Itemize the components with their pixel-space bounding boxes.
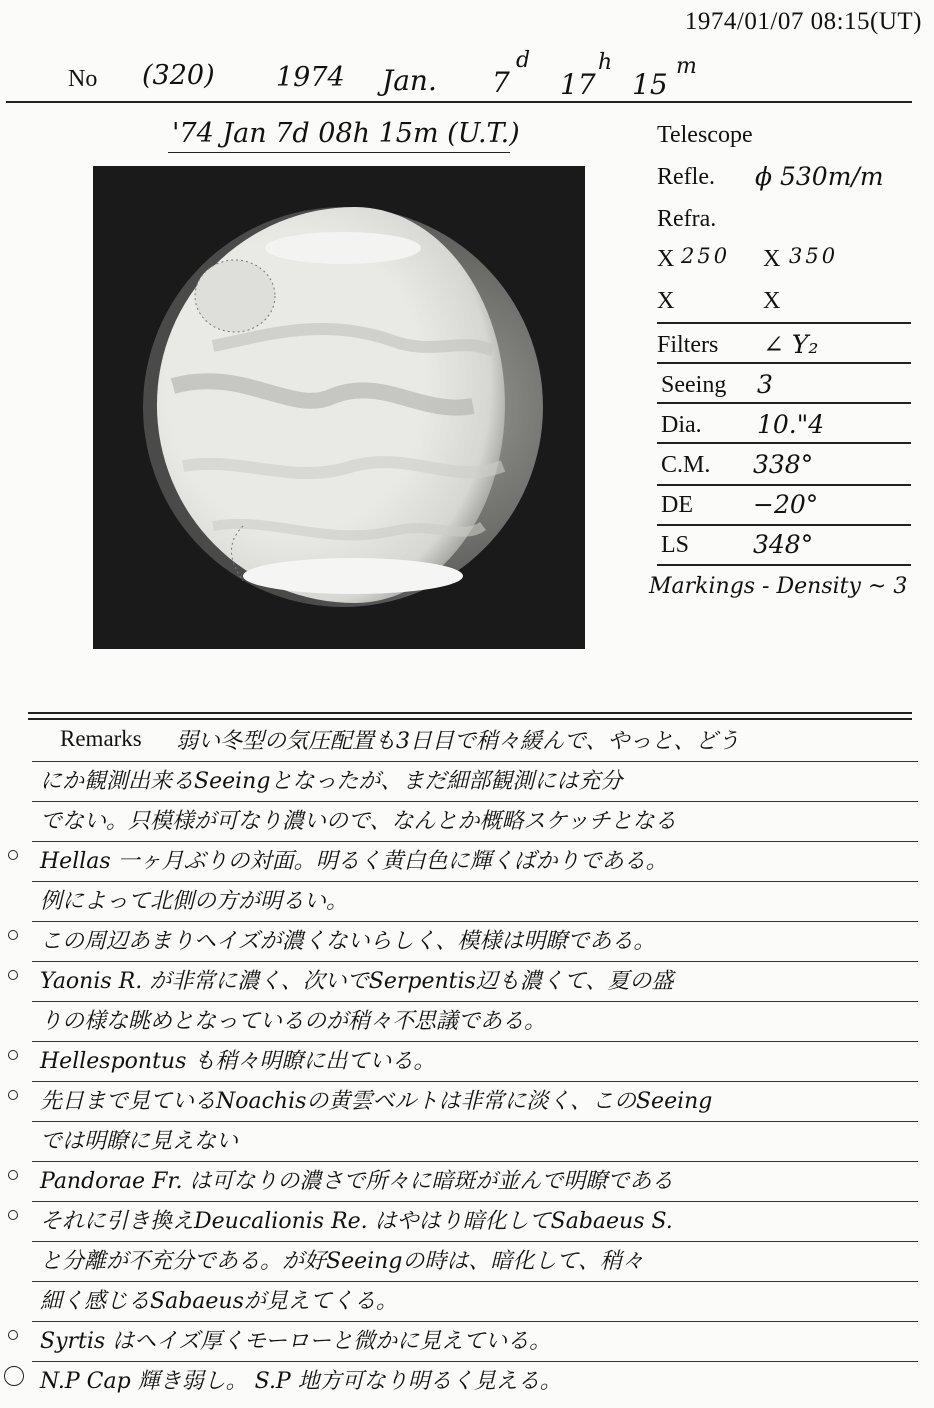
remarks-text: それに引き換えDeucalionis Re. はやはり暗化してSabaeus S. xyxy=(40,1209,673,1234)
hour-unit: h xyxy=(598,50,613,75)
timestamp-stamp: 1974/01/07 08:15(UT) xyxy=(684,8,922,35)
remarks-text: Hellas 一ヶ月ぶりの対面。明るく黄白色に輝くばかりである。 xyxy=(40,849,668,874)
remarks-line xyxy=(0,1282,934,1322)
mag3-label: X xyxy=(657,288,675,314)
de-label: DE xyxy=(661,492,693,518)
remarks-line xyxy=(0,1202,934,1242)
remarks-line xyxy=(0,1002,934,1042)
table-rule xyxy=(657,442,911,444)
day-unit: d xyxy=(516,48,531,73)
remarks-text: 例によって北側の方が明るい。 xyxy=(40,889,349,914)
remarks-line xyxy=(0,722,934,762)
remarks-text: 細く感じるSabaeusが見えてくる。 xyxy=(40,1289,398,1314)
telescope-title: Telescope xyxy=(657,122,753,148)
month: Jan. xyxy=(382,64,437,97)
remarks-line xyxy=(0,1242,934,1282)
no-label: No xyxy=(68,66,98,92)
bullet-icon xyxy=(8,970,18,980)
mag1-value: 250 xyxy=(681,244,731,268)
hour: 17 xyxy=(560,68,596,101)
bullet-icon xyxy=(8,850,18,860)
bullet-icon xyxy=(8,930,18,940)
refle-label: Refle. xyxy=(657,164,715,190)
remarks-rule-top2 xyxy=(28,718,912,720)
day: 7 xyxy=(492,66,510,99)
dia-value: 10."4 xyxy=(757,410,825,439)
observation-header xyxy=(0,48,934,104)
ls-value: 348° xyxy=(753,530,814,559)
remarks-line xyxy=(0,762,934,802)
observation-number: (320) xyxy=(142,60,215,91)
table-rule xyxy=(657,362,911,364)
mars-disk-drawing xyxy=(93,166,585,649)
remarks-text: にか観測出来るSeeingとなったが、まだ細部観測には充分 xyxy=(40,769,623,794)
remarks-line xyxy=(0,802,934,842)
refle-value: ϕ 530m/m xyxy=(755,162,884,191)
filters-label: Filters xyxy=(657,332,719,358)
remarks-line xyxy=(0,1122,934,1162)
mag4-label: X xyxy=(763,288,781,314)
header-rule xyxy=(6,101,912,103)
mag1-label: X xyxy=(657,246,675,272)
remarks-line xyxy=(0,882,934,922)
remarks-text: 弱い冬型の気圧配置も3日目で稍々緩んで、やっと、どう xyxy=(176,729,740,754)
remarks-text: と分離が不充分である。が好Seeingの時は、暗化して、稍々 xyxy=(40,1249,644,1274)
refra-label: Refra. xyxy=(657,206,717,232)
remarks-text: N.P Cap 輝き弱し。 S.P 地方可なり明るく見える。 xyxy=(40,1369,562,1394)
bullet-icon xyxy=(8,1210,18,1220)
remarks-text: 先日まで見ているNoachisの黄雲ベルトは非常に淡く、このSeeing xyxy=(40,1089,713,1114)
remarks-text: りの様な眺めとなっているのが稍々不思議である。 xyxy=(40,1009,547,1034)
remarks-line xyxy=(0,1042,934,1082)
remarks-text: Pandorae Fr. は可なりの濃さで所々に暗斑が並んで明瞭である xyxy=(40,1169,674,1194)
cm-label: C.M. xyxy=(661,452,711,478)
ls-label: LS xyxy=(661,532,690,558)
dia-label: Dia. xyxy=(661,412,702,438)
table-rule xyxy=(657,484,911,486)
table-rule xyxy=(657,322,911,324)
remarks-line xyxy=(0,1082,934,1122)
mag2-value: 350 xyxy=(789,244,839,268)
remarks-line xyxy=(0,922,934,962)
remarks-line xyxy=(0,1322,934,1362)
remarks-rule-top xyxy=(28,712,912,714)
seeing-label: Seeing xyxy=(661,372,727,398)
remarks-line xyxy=(0,1362,934,1402)
remarks-text: Syrtis はヘイズ厚くモーローと微かに見えている。 xyxy=(40,1329,552,1354)
filters-value: ∠ Y₂ xyxy=(763,330,819,359)
markings-density: Markings - Density ~ 3 xyxy=(649,574,908,599)
minute: 15 xyxy=(632,68,668,101)
mars-sketch xyxy=(93,166,585,649)
table-rule xyxy=(657,402,911,404)
mag2-label: X xyxy=(763,246,781,272)
bullet-icon xyxy=(8,1090,18,1100)
minute-unit: m xyxy=(676,54,697,79)
table-rule xyxy=(657,564,911,566)
bullet-icon xyxy=(8,1170,18,1180)
bullet-icon xyxy=(8,1050,18,1060)
remarks-text: Yaonis R. が非常に濃く、次いでSerpentis辺も濃くて、夏の盛 xyxy=(40,969,674,994)
ut-datetime: '74 Jan 7d 08h 15m (U.T.) xyxy=(172,118,520,149)
bullet-icon xyxy=(8,1330,18,1340)
ut-underline xyxy=(168,152,510,153)
remarks-text: Hellespontus も稍々明瞭に出ている。 xyxy=(40,1049,436,1074)
seeing-value: 3 xyxy=(757,370,773,399)
table-rule xyxy=(657,524,911,526)
remarks-line xyxy=(0,1162,934,1202)
remarks-text: でない。只模様が可なり濃いので、なんとか概略スケッチとなる xyxy=(40,809,677,834)
year: 1974 xyxy=(276,62,345,93)
remarks-line xyxy=(0,962,934,1002)
cm-value: 338° xyxy=(753,450,814,479)
remarks-label: Remarks xyxy=(60,726,142,751)
remarks-text: この周辺あまりヘイズが濃くないらしく、模様は明瞭である。 xyxy=(40,929,656,954)
circled-bullet-icon xyxy=(4,1366,24,1386)
de-value: −20° xyxy=(753,490,819,519)
remarks-text: では明瞭に見えない xyxy=(40,1129,239,1154)
remarks-line xyxy=(0,842,934,882)
